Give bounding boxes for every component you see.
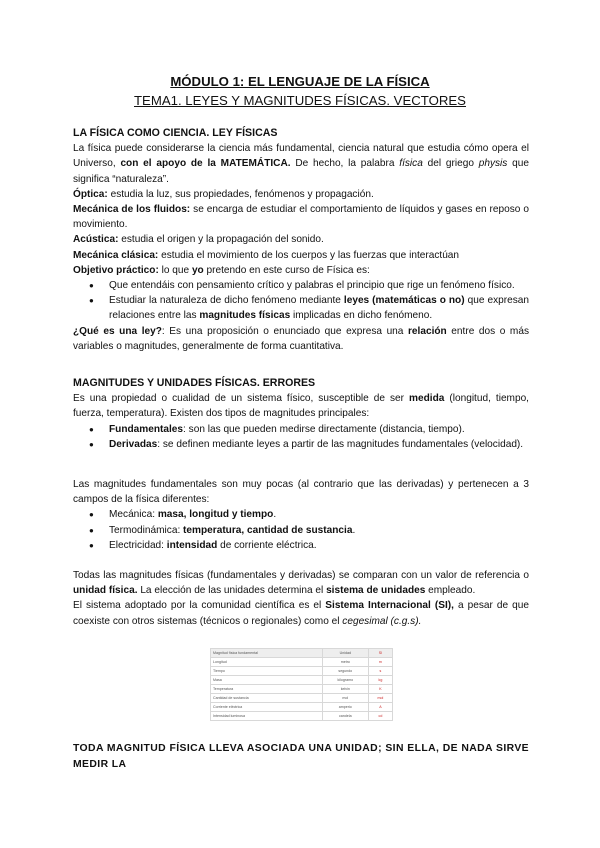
table-cell: Cantidad de sustancia bbox=[211, 694, 323, 703]
table-row bbox=[211, 667, 393, 676]
table-row bbox=[211, 694, 393, 703]
section-magnitudes bbox=[73, 376, 529, 452]
table-cell: amperio bbox=[322, 703, 368, 712]
paragraph-fundamentales: Las magnitudes fundamentales son muy pocas (al contrario que las derivadas) y pertenecen a 3 campos de la física diferentes: bbox=[73, 479, 529, 506]
si-units-table bbox=[210, 648, 393, 720]
paragraph-magnitud: Es una propiedad o cualidad de un sistema físico, susceptible de ser medida (longitud, tiempo, fuerza, temperatura). Existen dos tipos de magnitudes principales: bbox=[73, 393, 529, 420]
fields-list bbox=[73, 507, 529, 553]
list-item: ● Fundamentales: son las que pueden medirse directamente (distancia, tiempo). bbox=[109, 422, 529, 437]
table-row bbox=[211, 703, 393, 712]
paragraph-intro: La física puede considerarse la ciencia más fundamental, ciencia natural que estudia cómo opera el Universo, con el apoyo de la MATEMÁTICA. De hecho, la palabra física del griego physis que significa “naturaleza”. bbox=[73, 143, 529, 185]
table-cell: segundo bbox=[322, 667, 368, 676]
table-row bbox=[211, 676, 393, 685]
magnitude-types-list bbox=[73, 422, 529, 452]
paragraph-si: El sistema adoptado por la comunidad científica es el Sistema Internacional (SI), a pesar de que coexiste con otros sistemas (técnicos o regionales) como el cegesimal (c.g.s). bbox=[73, 600, 529, 627]
table-cell: Intensidad luminosa bbox=[211, 712, 323, 721]
list-item: ● Electricidad: intensidad de corriente eléctrica. bbox=[109, 538, 529, 553]
table-cell: K bbox=[368, 685, 392, 694]
topic-subtitle: TEMA1. LEYES Y MAGNITUDES FÍSICAS. VECTORES bbox=[134, 93, 466, 108]
list-item: ● Que entendáis con pensamiento crítico y palabras el principio que rige un fenómeno físico. bbox=[109, 278, 529, 293]
table-cell: Tiempo bbox=[211, 667, 323, 676]
list-item: ● Estudiar la naturaleza de dicho fenómeno mediante leyes (matemáticas o no) que expresan relaciones entre las magnitudes físicas implicadas en dicho fenómeno. bbox=[109, 293, 529, 323]
table-cell: Temperatura bbox=[211, 685, 323, 694]
paragraph-ley: ¿Qué es una ley?: Es una proposición o enunciado que expresa una relación entre dos o más variables o magnitudes, generalmente de forma cuantitativa. bbox=[73, 325, 530, 352]
table-row bbox=[211, 712, 393, 721]
objective-list bbox=[73, 278, 529, 324]
table-cell: Corriente eléctrica bbox=[211, 703, 323, 712]
table-cell: s bbox=[368, 667, 392, 676]
section-units bbox=[73, 568, 529, 629]
table-cell: A bbox=[368, 703, 392, 712]
table-row bbox=[211, 658, 393, 667]
paragraph-fluidos: Mecánica de los fluidos: se encarga de estudiar el comportamiento de líquidos y gases en reposo o movimiento. bbox=[73, 204, 529, 231]
paragraph-optica: Óptica: estudia la luz, sus propiedades, fenómenos y propagación. bbox=[73, 188, 374, 200]
table-header-cell: Unidad bbox=[322, 649, 368, 658]
paragraph-unidad: Todas las magnitudes físicas (fundamentales y derivadas) se comparan con un valor de referencia o unidad física. La elección de las unidades determina el sistema de unidades empleado. bbox=[73, 570, 529, 597]
section-physics-as-science bbox=[73, 126, 529, 354]
paragraph-acustica: Acústica: estudia el origen y la propagación del sonido. bbox=[73, 234, 324, 246]
table-cell: Longitud bbox=[211, 658, 323, 667]
paragraph-objetivo: Objetivo práctico: lo que yo pretendo en este curso de Física es: bbox=[73, 264, 370, 276]
section-fundamental-fields bbox=[73, 477, 529, 553]
table-header-row bbox=[211, 649, 393, 658]
section-heading: MAGNITUDES Y UNIDADES FÍSICAS. ERRORES bbox=[73, 377, 316, 389]
table-cell: metro bbox=[322, 658, 368, 667]
table-header-cell: Magnitud física fundamental bbox=[211, 649, 323, 658]
list-item: ● Termodinámica: temperatura, cantidad de sustancia. bbox=[109, 523, 529, 538]
closing-statement: TODA MAGNITUD FÍSICA LLEVA ASOCIADA UNA UNIDAD; SIN ELLA, DE NADA SIRVE MEDIR LA bbox=[73, 743, 529, 770]
table-cell: kelvin bbox=[322, 685, 368, 694]
table-cell: kilogramo bbox=[322, 676, 368, 685]
table-cell: mol bbox=[322, 694, 368, 703]
table-cell: mol bbox=[368, 694, 392, 703]
list-item: ● Derivadas: se definen mediante leyes a partir de las magnitudes fundamentales (velocidad). bbox=[109, 437, 529, 452]
paragraph-clasica: Mecánica clásica: estudia el movimiento de los cuerpos y las fuerzas que interactúan bbox=[73, 249, 460, 261]
table-cell: cd bbox=[368, 712, 392, 721]
section-heading: LA FÍSICA COMO CIENCIA. LEY FÍSICAS bbox=[73, 127, 278, 139]
table-cell: kg bbox=[368, 676, 392, 685]
table-row bbox=[211, 685, 393, 694]
table-cell: Masa bbox=[211, 676, 323, 685]
table-cell: m bbox=[368, 658, 392, 667]
module-title: MÓDULO 1: EL LENGUAJE DE LA FÍSICA bbox=[170, 74, 430, 89]
table-header-cell: SI bbox=[368, 649, 392, 658]
table-cell: candela bbox=[322, 712, 368, 721]
list-item: ● Mecánica: masa, longitud y tiempo. bbox=[109, 507, 529, 522]
